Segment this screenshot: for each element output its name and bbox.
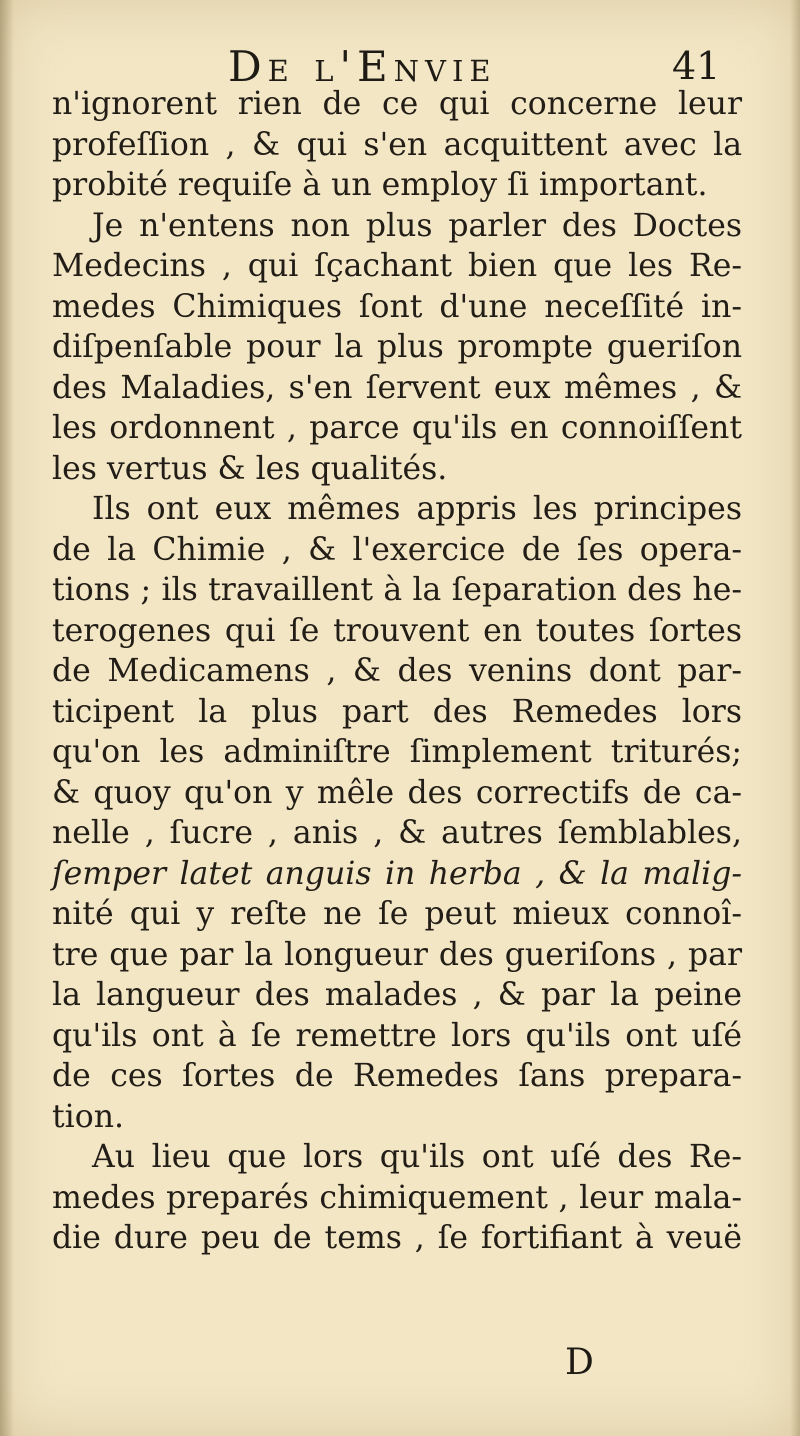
text-line: n'ignorent rien de ce qui concerne leur	[52, 86, 742, 122]
text-line: les ordonnent , parce qu'ils en connoiſſent	[52, 410, 742, 446]
spine-shadow	[0, 0, 14, 1436]
page-number: 41	[672, 44, 721, 88]
text-line: tions ; ils travaillent à la ſeparation des he-	[52, 572, 742, 608]
text-line: Ils ont eux mêmes appris les principes	[92, 491, 742, 527]
text-line: ticipent la plus part des Remedes lors	[52, 693, 742, 730]
page-edge-shadow	[790, 0, 800, 1436]
text-line: die dure peu de tems , ſe fortifiant à veuë	[52, 1220, 742, 1256]
text-line: ſemper latet anguis in herba , & la malig-	[52, 855, 742, 892]
catchword: D	[565, 1342, 594, 1383]
text-line: qu'ils ont à ſe remettre lors qu'ils ont uſé	[52, 1017, 742, 1054]
text-line: Medecins , qui ſçachant bien que les Re-	[52, 248, 742, 284]
text-line: tion.	[52, 1098, 124, 1135]
text-line: medes Chimiques ſont d'une neceſſité in-	[52, 288, 742, 325]
text-line: nité qui y reſte ne ſe peut mieux connoî-	[52, 896, 742, 932]
text-line: de Medicamens , & des venins dont par-	[52, 653, 742, 689]
text-line: nelle , ſucre , anis , & autres ſemblables,	[52, 815, 742, 851]
text-line: qu'on les adminiſtre ſimplement triturés;	[52, 734, 742, 770]
running-head: De l'Envie	[228, 42, 497, 91]
text-line: medes preparés chimiquement , leur mala-	[52, 1179, 742, 1216]
text-line: terogenes qui ſe trouvent en toutes ſortes	[52, 612, 742, 649]
text-line: la langueur des malades , & par la peine	[52, 977, 742, 1013]
text-line: de la Chimie , & l'exercice de ſes opera-	[52, 531, 742, 568]
text-line: des Maladies, s'en ſervent eux mêmes , &	[52, 369, 742, 406]
text-line: & quoy qu'on y mêle des correctifs de ca-	[52, 774, 742, 811]
text-line: profeſſion , & qui s'en acquittent avec la	[52, 126, 742, 163]
body-text	[52, 84, 742, 1259]
text-line: les vertus & les qualités.	[52, 450, 448, 487]
text-line: Je n'entens non plus parler des Doctes	[92, 207, 742, 244]
text-line: diſpenſable pour la plus prompte gueriſon	[52, 329, 742, 365]
text-line: de ces ſortes de Remedes ſans prepara-	[52, 1058, 742, 1094]
text-line: probité requiſe à un employ ſi important.	[52, 167, 708, 203]
text-line: Au lieu que lors qu'ils ont uſé des Re-	[92, 1139, 742, 1175]
text-line: tre que par la longueur des gueriſons , par	[52, 936, 742, 973]
